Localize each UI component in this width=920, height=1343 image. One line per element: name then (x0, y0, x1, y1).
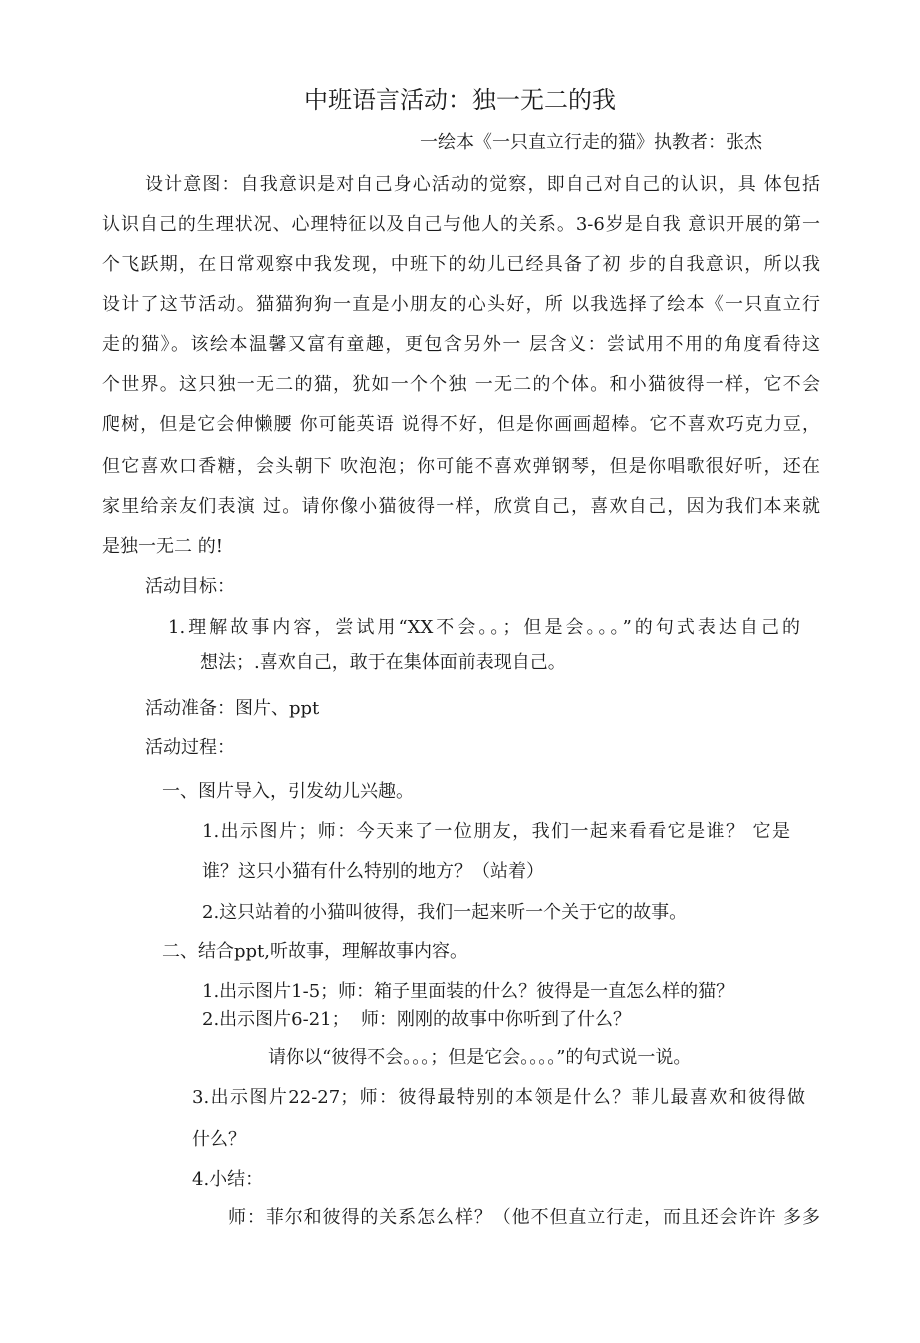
paragraph-line: 走的猫》。该绘本温馨又富有童趣，更包含另外一 层含义：尝试用不用的角度看待这 (102, 334, 820, 355)
goals-heading: 活动目标： (145, 576, 235, 597)
process-heading: 活动过程： (145, 737, 235, 758)
paragraph-line: 设计意图：自我意识是对自己身心活动的觉察，即自己对自己的认识，具 体包括 (145, 174, 820, 195)
goal-item: 想法；.喜欢自己，敢于在集体面前表现自己。 (200, 652, 566, 673)
process-item: 师：菲尔和彼得的关系怎么样？（他不但直立行走，而且还会许许 多多 (228, 1207, 820, 1228)
process-item: 请你以“彼得不会。。。；但是它会。。。。”的句式说一说。 (268, 1047, 692, 1068)
paragraph-line: 爬树，但是它会伸懒腰 你可能英语 说得不好，但是你画画超棒。它不喜欢巧克力豆， (102, 414, 820, 435)
process-item: 谁？这只小猫有什么特别的地方？（站着） (202, 861, 544, 882)
paragraph-line: 家里给亲友们表演 过。请你像小猫彼得一样，欣赏自己，喜欢自己，因为我们本来就 (102, 496, 820, 517)
process-item: 1.出示图片；师：今天来了一位朋友，我们一起来看看它是谁？ 它是 (202, 821, 790, 842)
section-heading: 一、图片导入，引发幼儿兴趣。 (162, 781, 414, 802)
document-subtitle: 一绘本《一只直立行走的猫》执教者：张杰 (420, 132, 762, 153)
process-item: 1.出示图片1-5；师：箱子里面装的什么？彼得是一直怎么样的猫？ (202, 981, 735, 1002)
process-item: 3.出示图片22-27；师：彼得最特别的本领是什么？菲儿最喜欢和彼得做 (192, 1087, 805, 1108)
preparation: 活动准备：图片、ppt (145, 698, 320, 719)
paragraph-line: 但它喜欢口香糖，会头朝下 吹泡泡；你可能不喜欢弹钢琴，但是你唱歌很好听，还在 (102, 456, 820, 477)
process-item: 什么？ (192, 1129, 246, 1150)
document-title: 中班语言活动：独一无二的我 (304, 86, 616, 114)
process-item: 2.这只站着的小猫叫彼得，我们一起来听一个关于它的故事。 (202, 902, 688, 923)
process-item: 2.出示图片6-21； 师：刚刚的故事中你听到了什么？ (202, 1009, 632, 1030)
goal-item: 1.理解故事内容，尝试用“XX不会。。；但是会。。。”的句式表达自己的 (168, 617, 800, 638)
paragraph-line: 是独一无二 的! (102, 536, 223, 557)
paragraph-line: 个世界。这只独一无二的猫，犹如一个个独 一无二的个体。和小猫彼得一样，它不会 (102, 374, 820, 395)
paragraph-line: 设计了这节活动。猫猫狗狗一直是小朋友的心头好，所 以我选择了绘本《一只直立行 (102, 294, 820, 315)
section-heading: 二、结合ppt,听故事，理解故事内容。 (162, 941, 468, 962)
process-item: 4.小结： (192, 1169, 264, 1190)
paragraph-line: 个飞跃期，在日常观察中我发现，中班下的幼儿已经具备了初 步的自我意识，所以我 (102, 254, 820, 275)
paragraph-line: 认识自己的生理状况、心理特征以及自己与他人的关系。3-6岁是自我 意识开展的第一 (102, 214, 820, 235)
